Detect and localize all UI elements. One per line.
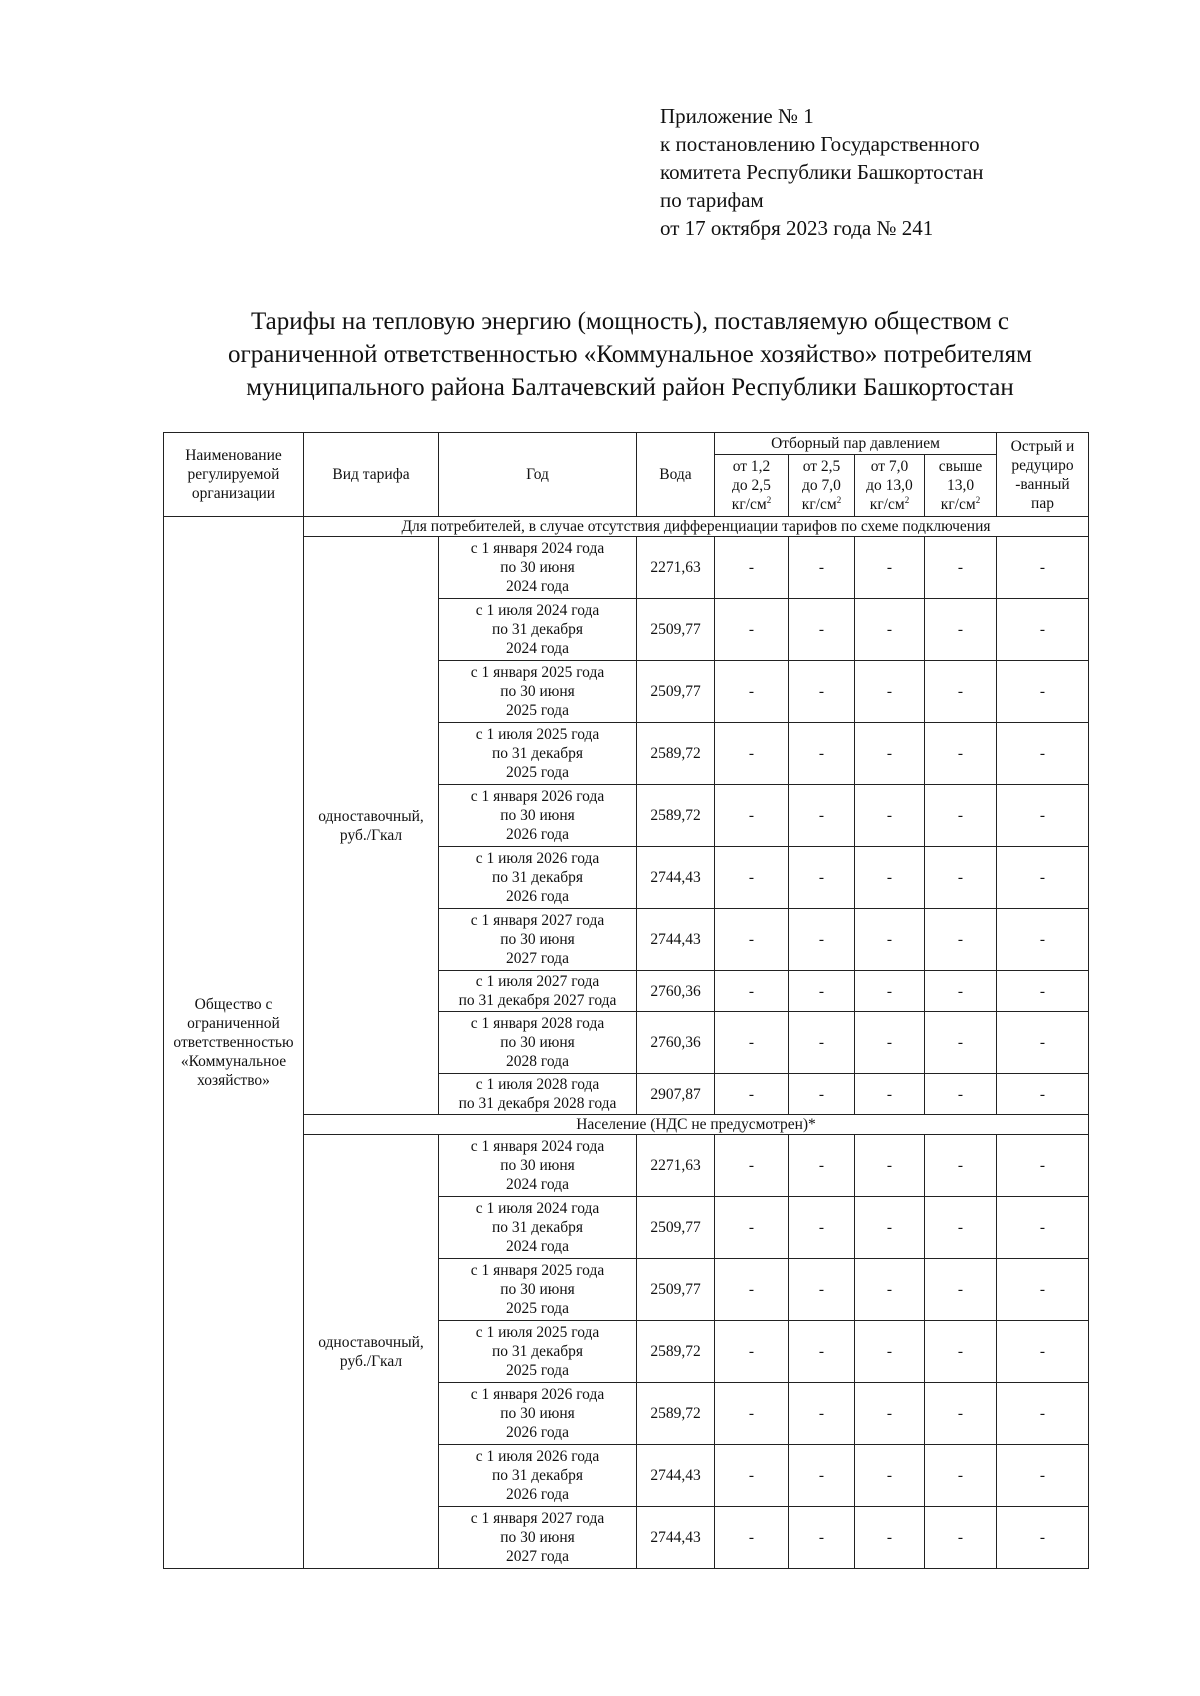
empty-dash: - xyxy=(789,1135,855,1197)
water-tariff: 2589,72 xyxy=(637,785,715,847)
empty-dash: - xyxy=(855,1135,925,1197)
empty-dash: - xyxy=(925,661,997,723)
empty-dash: - xyxy=(997,1259,1089,1321)
water-tariff: 2760,36 xyxy=(637,1012,715,1074)
period-cell: с 1 июля 2025 года по 31 декабря 2025 года xyxy=(439,723,637,785)
empty-dash: - xyxy=(997,909,1089,971)
empty-dash: - xyxy=(855,847,925,909)
period-cell: с 1 июля 2028 года по 31 декабря 2028 года xyxy=(439,1074,637,1115)
header-steam-col-3: от 7,0 до 13,0 $кг/см^2$ xyxy=(855,455,925,517)
water-tariff: 2509,77 xyxy=(637,661,715,723)
period-cell: с 1 января 2025 года по 30 июня 2025 года xyxy=(439,1259,637,1321)
period-cell: с 1 января 2024 года по 30 июня 2024 года xyxy=(439,1135,637,1197)
header-steam-col-1: от 1,2 до 2,5 $кг/см^2$ xyxy=(715,455,789,517)
empty-dash: - xyxy=(789,971,855,1012)
period-cell: с 1 июля 2026 года по 31 декабря 2026 года xyxy=(439,847,637,909)
empty-dash: - xyxy=(997,1321,1089,1383)
empty-dash: - xyxy=(855,785,925,847)
period-cell: с 1 января 2028 года по 30 июня 2028 года xyxy=(439,1012,637,1074)
title-line: муниципального района Балтачевский район Республики Башкортостан xyxy=(246,374,1014,401)
empty-dash: - xyxy=(715,1135,789,1197)
empty-dash: - xyxy=(789,785,855,847)
empty-dash: - xyxy=(715,847,789,909)
empty-dash: - xyxy=(925,723,997,785)
water-tariff: 2744,43 xyxy=(637,1445,715,1507)
empty-dash: - xyxy=(925,847,997,909)
water-tariff: 2509,77 xyxy=(637,1197,715,1259)
empty-dash: - xyxy=(715,909,789,971)
period-cell: с 1 июля 2024 года по 31 декабря 2024 года xyxy=(439,599,637,661)
empty-dash: - xyxy=(997,1197,1089,1259)
empty-dash: - xyxy=(715,1074,789,1115)
water-tariff: 2509,77 xyxy=(637,599,715,661)
empty-dash: - xyxy=(997,537,1089,599)
empty-dash: - xyxy=(855,1197,925,1259)
appendix-line: от 17 октября 2023 года № 241 xyxy=(660,216,934,240)
header-tariff-type: Вид тарифа xyxy=(304,433,439,517)
empty-dash: - xyxy=(997,1445,1089,1507)
water-tariff: 2744,43 xyxy=(637,847,715,909)
appendix-line: к постановлению Государственного xyxy=(660,132,980,156)
empty-dash: - xyxy=(855,537,925,599)
empty-dash: - xyxy=(925,1507,997,1569)
period-cell: с 1 июля 2027 года по 31 декабря 2027 года xyxy=(439,971,637,1012)
period-cell: с 1 июля 2024 года по 31 декабря 2024 года xyxy=(439,1197,637,1259)
empty-dash: - xyxy=(715,723,789,785)
empty-dash: - xyxy=(925,971,997,1012)
empty-dash: - xyxy=(715,1321,789,1383)
header-sharp-steam: Острый и редуциро -ванный пар xyxy=(997,433,1089,517)
water-tariff: 2744,43 xyxy=(637,909,715,971)
header-steam-col-2: от 2,5 до 7,0 $кг/см^2$ xyxy=(789,455,855,517)
empty-dash: - xyxy=(855,661,925,723)
header-steam-group: Отборный пар давлением xyxy=(715,433,997,455)
empty-dash: - xyxy=(997,1012,1089,1074)
section-caption: Население (НДС не предусмотрен)* xyxy=(304,1115,1089,1135)
empty-dash: - xyxy=(789,1321,855,1383)
empty-dash: - xyxy=(715,1445,789,1507)
period-cell: с 1 января 2027 года по 30 июня 2027 года xyxy=(439,909,637,971)
empty-dash: - xyxy=(789,1074,855,1115)
empty-dash: - xyxy=(997,599,1089,661)
empty-dash: - xyxy=(855,1012,925,1074)
empty-dash: - xyxy=(925,1197,997,1259)
tariff-type: одноставочный, руб./Гкал xyxy=(304,1135,439,1569)
empty-dash: - xyxy=(789,909,855,971)
section-caption-row xyxy=(164,517,1089,537)
appendix-block xyxy=(660,102,984,242)
empty-dash: - xyxy=(925,909,997,971)
period-cell: с 1 января 2026 года по 30 июня 2026 года xyxy=(439,1383,637,1445)
empty-dash: - xyxy=(789,1383,855,1445)
period-cell: с 1 января 2025 года по 30 июня 2025 года xyxy=(439,661,637,723)
header-org: Наименование регулируемой организации xyxy=(164,433,304,517)
empty-dash: - xyxy=(715,661,789,723)
empty-dash: - xyxy=(855,723,925,785)
water-tariff: 2589,72 xyxy=(637,1383,715,1445)
tariff-table xyxy=(163,432,1089,1569)
water-tariff: 2907,87 xyxy=(637,1074,715,1115)
header-year: Год xyxy=(439,433,637,517)
period-cell: с 1 июля 2026 года по 31 декабря 2026 года xyxy=(439,1445,637,1507)
empty-dash: - xyxy=(925,1135,997,1197)
empty-dash: - xyxy=(925,1445,997,1507)
empty-dash: - xyxy=(855,1445,925,1507)
water-tariff: 2744,43 xyxy=(637,1507,715,1569)
empty-dash: - xyxy=(789,537,855,599)
empty-dash: - xyxy=(855,909,925,971)
empty-dash: - xyxy=(855,1383,925,1445)
empty-dash: - xyxy=(715,1197,789,1259)
empty-dash: - xyxy=(997,661,1089,723)
empty-dash: - xyxy=(997,1135,1089,1197)
empty-dash: - xyxy=(715,1383,789,1445)
period-cell: с 1 января 2027 года по 30 июня 2027 года xyxy=(439,1507,637,1569)
empty-dash: - xyxy=(997,1507,1089,1569)
empty-dash: - xyxy=(855,971,925,1012)
empty-dash: - xyxy=(789,1012,855,1074)
empty-dash: - xyxy=(855,1507,925,1569)
empty-dash: - xyxy=(855,1321,925,1383)
appendix-line: комитета Республики Башкортостан xyxy=(660,160,984,184)
empty-dash: - xyxy=(925,785,997,847)
header-water: Вода xyxy=(637,433,715,517)
empty-dash: - xyxy=(789,1445,855,1507)
empty-dash: - xyxy=(715,1012,789,1074)
empty-dash: - xyxy=(715,1507,789,1569)
empty-dash: - xyxy=(715,971,789,1012)
empty-dash: - xyxy=(925,537,997,599)
period-cell: с 1 января 2026 года по 30 июня 2026 года xyxy=(439,785,637,847)
header-steam-col-4: свыше 13,0 $кг/см^2$ xyxy=(925,455,997,517)
water-tariff: 2271,63 xyxy=(637,1135,715,1197)
period-cell: с 1 июля 2025 года по 31 декабря 2025 года xyxy=(439,1321,637,1383)
empty-dash: - xyxy=(789,661,855,723)
empty-dash: - xyxy=(997,785,1089,847)
water-tariff: 2760,36 xyxy=(637,971,715,1012)
tariff-type: одноставочный, руб./Гкал xyxy=(304,537,439,1115)
empty-dash: - xyxy=(715,599,789,661)
water-tariff: 2589,72 xyxy=(637,723,715,785)
empty-dash: - xyxy=(925,1012,997,1074)
water-tariff: 2271,63 xyxy=(637,537,715,599)
empty-dash: - xyxy=(789,1259,855,1321)
empty-dash: - xyxy=(925,1259,997,1321)
empty-dash: - xyxy=(855,599,925,661)
water-tariff: 2589,72 xyxy=(637,1321,715,1383)
title-line: Тарифы на тепловую энергию (мощность), поставляемую обществом с xyxy=(250,308,1009,335)
empty-dash: - xyxy=(997,1074,1089,1115)
empty-dash: - xyxy=(789,1507,855,1569)
period-cell: с 1 января 2024 года по 30 июня 2024 года xyxy=(439,537,637,599)
empty-dash: - xyxy=(925,1383,997,1445)
appendix-line: по тарифам xyxy=(660,188,764,212)
empty-dash: - xyxy=(925,1321,997,1383)
document-title xyxy=(150,305,1110,404)
section-caption: Для потребителей, в случае отсутствия дифференциации тарифов по схеме подключения xyxy=(304,517,1089,537)
organization-name: Общество с ограниченной ответственностью «Коммунальное хозяйство» xyxy=(164,517,304,1569)
empty-dash: - xyxy=(715,537,789,599)
empty-dash: - xyxy=(715,785,789,847)
appendix-line: Приложение № 1 xyxy=(660,104,814,128)
empty-dash: - xyxy=(997,723,1089,785)
empty-dash: - xyxy=(997,1383,1089,1445)
water-tariff: 2509,77 xyxy=(637,1259,715,1321)
empty-dash: - xyxy=(789,599,855,661)
empty-dash: - xyxy=(925,1074,997,1115)
empty-dash: - xyxy=(997,847,1089,909)
empty-dash: - xyxy=(789,723,855,785)
empty-dash: - xyxy=(855,1259,925,1321)
empty-dash: - xyxy=(789,847,855,909)
empty-dash: - xyxy=(715,1259,789,1321)
empty-dash: - xyxy=(789,1197,855,1259)
title-line: ограниченной ответственностью «Коммунальное хозяйство» потребителям xyxy=(228,341,1032,368)
empty-dash: - xyxy=(997,971,1089,1012)
empty-dash: - xyxy=(925,599,997,661)
empty-dash: - xyxy=(855,1074,925,1115)
